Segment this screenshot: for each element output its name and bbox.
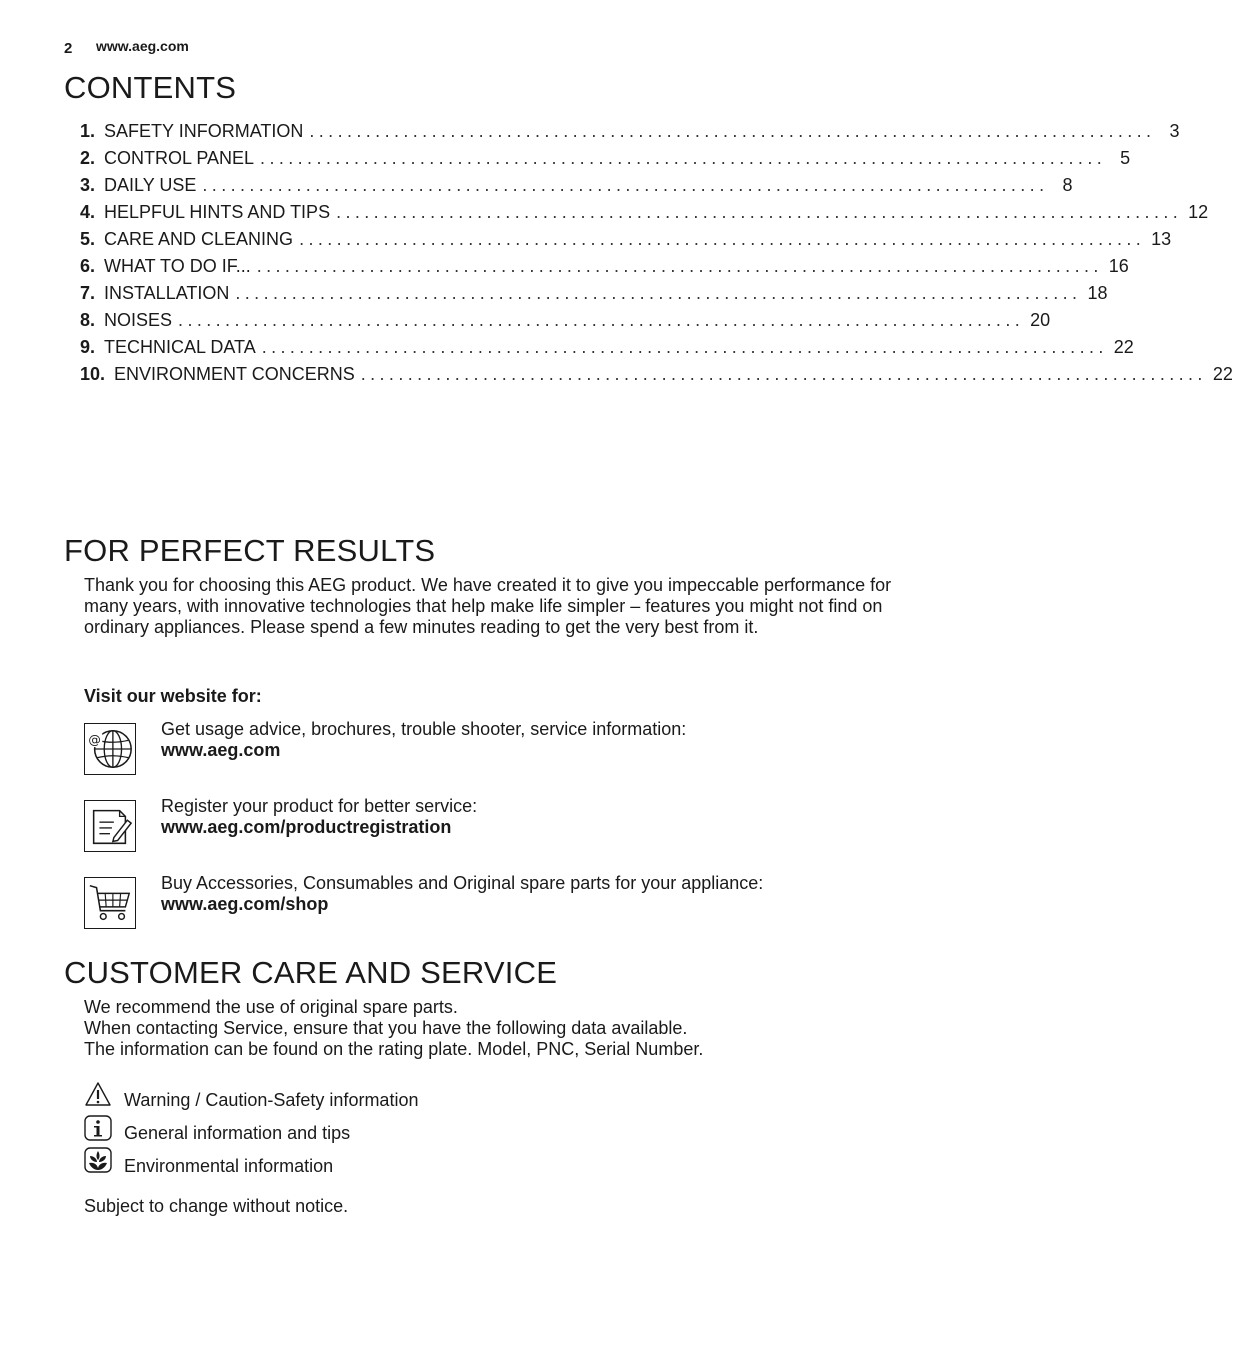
subject-to-change-notice: Subject to change without notice. — [84, 1196, 349, 1216]
toc-item-installation[interactable] — [80, 283, 1108, 310]
toc-page: 22 — [1212, 364, 1233, 384]
contents-heading: CONTENTS — [64, 70, 237, 105]
toc-leader: .......................................................................................... — [260, 148, 1107, 168]
web-link-shop — [161, 873, 763, 915]
web-link-description: Register your product for better service: — [161, 796, 478, 816]
toc-page: 3 — [1169, 121, 1180, 141]
toc-leader: .......................................................................................... — [336, 202, 1183, 222]
toc-title: SAFETY INFORMATION — [104, 121, 304, 141]
toc-page: 20 — [1030, 310, 1051, 330]
toc-title: WHAT TO DO IF... — [104, 256, 251, 276]
toc-number: 1. — [80, 121, 96, 141]
web-link-url[interactable]: www.aeg.com/shop — [161, 894, 329, 914]
toc-number: 3. — [80, 175, 96, 195]
toc-title: TECHNICAL DATA — [104, 337, 256, 357]
visit-label: Visit our website for: — [84, 686, 262, 706]
care-line: The information can be found on the rating plate. Model, PNC, Serial Number. — [84, 1039, 704, 1059]
toc-page: 13 — [1151, 229, 1172, 249]
toc-item-what-to-do-if[interactable] — [80, 256, 1129, 283]
toc-item-control-panel[interactable] — [80, 148, 1131, 175]
toc-title: ENVIRONMENT CONCERNS — [114, 364, 355, 384]
toc-page: 16 — [1108, 256, 1129, 276]
toc-item-daily-use[interactable] — [80, 175, 1073, 202]
toc-title: DAILY USE — [104, 175, 197, 195]
perfect-results-heading: FOR PERFECT RESULTS — [64, 533, 436, 568]
toc-page: 22 — [1113, 337, 1134, 357]
toc-item-environment-concerns[interactable] — [80, 364, 1233, 391]
warning-icon — [84, 1081, 112, 1107]
web-link-usage-advice — [161, 719, 686, 761]
legend-environment-text: Environmental information — [124, 1156, 334, 1176]
web-link-registration — [161, 796, 477, 838]
toc-item-helpful-hints[interactable] — [80, 202, 1209, 229]
table-of-contents — [80, 121, 1233, 391]
web-link-description: Get usage advice, brochures, trouble shooter, service information: — [161, 719, 687, 739]
care-line: We recommend the use of original spare parts. — [84, 997, 458, 1017]
toc-number: 8. — [80, 310, 96, 330]
care-line: When contacting Service, ensure that you have the following data available. — [84, 1018, 688, 1038]
toc-number: 2. — [80, 148, 96, 168]
toc-page: 12 — [1188, 202, 1209, 222]
toc-number: 10. — [80, 364, 106, 384]
svg-text:@: @ — [88, 732, 101, 748]
toc-leader: .......................................................................................... — [256, 256, 1103, 276]
toc-number: 5. — [80, 229, 96, 249]
page-number: 2 — [64, 40, 73, 57]
care-paragraph — [84, 997, 896, 1060]
globe-at-icon — [84, 723, 136, 775]
toc-item-technical-data[interactable] — [80, 337, 1134, 364]
intro-paragraph: Thank you for choosing this AEG product. We have created it to give you impeccable performance for many years, with innovative technologies that help make life simpler – features you might not find on ordinary appliances. Please spend a few minutes reading to get the very best from it. — [84, 575, 892, 637]
toc-leader: .......................................................................................... — [202, 175, 1049, 195]
toc-page: 8 — [1062, 175, 1073, 195]
legend-warning-text: Warning / Caution-Safety information — [124, 1090, 419, 1110]
toc-leader: .......................................................................................... — [261, 337, 1108, 357]
info-icon — [84, 1115, 112, 1141]
web-link-description: Buy Accessories, Consumables and Original spare parts for your appliance: — [161, 873, 764, 893]
toc-number: 7. — [80, 283, 96, 303]
toc-title: CONTROL PANEL — [104, 148, 255, 168]
header-site-link[interactable]: www.aeg.com — [96, 38, 189, 54]
web-link-url[interactable]: www.aeg.com — [161, 740, 281, 760]
toc-title: HELPFUL HINTS AND TIPS — [104, 202, 331, 222]
toc-page: 5 — [1120, 148, 1131, 168]
toc-page: 18 — [1087, 283, 1108, 303]
environment-icon — [84, 1147, 112, 1173]
toc-title: NOISES — [104, 310, 173, 330]
toc-number: 6. — [80, 256, 96, 276]
toc-number: 4. — [80, 202, 96, 222]
web-link-url[interactable]: www.aeg.com/productregistration — [161, 817, 452, 837]
legend-info-text: General information and tips — [124, 1123, 351, 1143]
toc-item-safety-information[interactable] — [80, 121, 1180, 148]
cart-icon — [84, 877, 136, 929]
toc-leader: .......................................................................................... — [178, 310, 1025, 330]
toc-title: INSTALLATION — [104, 283, 230, 303]
customer-care-heading: CUSTOMER CARE AND SERVICE — [64, 955, 558, 990]
toc-title: CARE AND CLEANING — [104, 229, 294, 249]
toc-leader: .......................................................................................... — [299, 229, 1146, 249]
toc-leader: .......................................................................................... — [309, 121, 1156, 141]
toc-leader: .......................................................................................... — [235, 283, 1082, 303]
registration-icon — [84, 800, 136, 852]
toc-item-care-and-cleaning[interactable] — [80, 229, 1172, 256]
toc-leader: .......................................................................................... — [360, 364, 1207, 384]
toc-number: 9. — [80, 337, 96, 357]
toc-item-noises[interactable] — [80, 310, 1051, 337]
